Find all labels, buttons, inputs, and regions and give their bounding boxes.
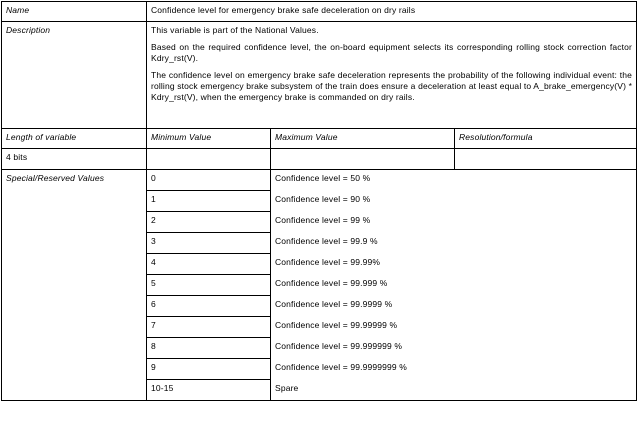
special-code: 8 [147,338,271,359]
special-row [2,359,637,380]
min-value-header: Minimum Value [147,129,271,149]
special-row [2,170,637,191]
special-row [2,233,637,254]
max-value-header: Maximum Value [271,129,455,149]
special-meaning: Confidence level = 90 % [271,191,637,212]
name-row [2,2,637,22]
special-code: 7 [147,317,271,338]
resolution-header: Resolution/formula [455,129,637,149]
special-label-spacer [2,380,147,401]
special-code: 2 [147,212,271,233]
special-label-spacer [2,317,147,338]
special-code: 3 [147,233,271,254]
description-paragraph-2: Based on the required confidence level, the on-board equipment selects its corresponding rolling stock correction factor Kdry_rst(V). [151,42,633,63]
special-meaning: Confidence level = 99.9999999 % [271,359,637,380]
description-text [147,22,637,129]
description-paragraph-1: This variable is part of the National Values. [151,25,319,35]
special-code: 5 [147,275,271,296]
special-label-spacer [2,254,147,275]
min-value-cell [147,149,271,170]
special-label-spacer [2,359,147,380]
special-meaning: Confidence level = 99.99% [271,254,637,275]
length-value-row [2,149,637,170]
special-row [2,254,637,275]
special-label: Special/Reserved Values [2,170,147,191]
special-meaning: Spare [271,380,637,401]
description-label: Description [2,22,147,129]
special-row [2,296,637,317]
special-label-spacer [2,338,147,359]
length-header-row [2,129,637,149]
special-label-spacer [2,275,147,296]
special-row [2,317,637,338]
special-meaning: Confidence level = 99.99999 % [271,317,637,338]
special-label-spacer [2,212,147,233]
special-meaning: Confidence level = 99 % [271,212,637,233]
special-meaning: Confidence level = 99.9999 % [271,296,637,317]
description-paragraph-3: The confidence level on emergency brake safe deceleration represents the probability of the following individual event: the rolling stock emergency brake subsystem of the train does ensure a deceleration at least equal to A_brake_emergency(V) * Kdry_rst(V), when the emergency brake is commanded on dry rails. [151,70,633,102]
special-meaning: Confidence level = 50 % [271,170,637,191]
special-row [2,380,637,401]
special-code: 6 [147,296,271,317]
special-code: 4 [147,254,271,275]
resolution-cell [455,149,637,170]
name-value: Confidence level for emergency brake safe deceleration on dry rails [147,2,637,22]
special-code: 9 [147,359,271,380]
special-label-spacer [2,233,147,254]
length-label: Length of variable [2,129,147,149]
length-value: 4 bits [2,149,147,170]
special-meaning: Confidence level = 99.9 % [271,233,637,254]
special-code: 10-15 [147,380,271,401]
special-meaning: Confidence level = 99.999 % [271,275,637,296]
special-label-spacer [2,296,147,317]
special-code: 0 [147,170,271,191]
special-row [2,191,637,212]
special-code: 1 [147,191,271,212]
max-value-cell [271,149,455,170]
special-label-spacer [2,191,147,212]
special-meaning: Confidence level = 99.999999 % [271,338,637,359]
special-row [2,275,637,296]
special-row [2,338,637,359]
name-label: Name [2,2,147,22]
description-row [2,22,637,129]
special-row [2,212,637,233]
variable-spec-table [1,1,637,401]
